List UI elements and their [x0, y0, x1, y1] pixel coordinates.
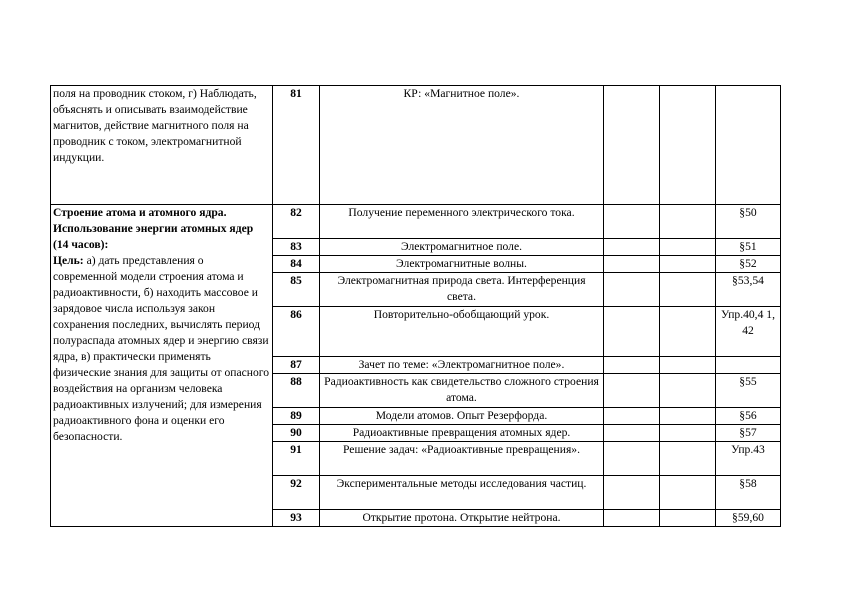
lesson-number: 87 — [273, 357, 320, 374]
homework-cell: §56 — [716, 408, 781, 425]
lesson-topic: Решение задач: «Радиоактивные превращения». — [320, 442, 604, 476]
empty-cell — [660, 476, 716, 510]
empty-cell — [604, 86, 660, 205]
empty-cell — [604, 374, 660, 408]
lesson-topic: Радиоактивные превращения атомных ядер. — [320, 425, 604, 442]
lesson-topic: Повторительно-обобщающий урок. — [320, 307, 604, 357]
empty-cell — [604, 425, 660, 442]
lesson-topic: Электромагнитные волны. — [320, 256, 604, 273]
lesson-topic: Экспериментальные методы исследования частиц. — [320, 476, 604, 510]
empty-cell — [660, 86, 716, 205]
homework-cell: §50 — [716, 205, 781, 239]
table-row — [51, 205, 781, 239]
homework-cell: §59,60 — [716, 510, 781, 527]
section-description — [51, 205, 273, 527]
lesson-topic: Радиоактивность как свидетельство сложного строения атома. — [320, 374, 604, 408]
lesson-number: 81 — [273, 86, 320, 205]
lesson-number: 90 — [273, 425, 320, 442]
lesson-topic: Получение переменного электрического тока. — [320, 205, 604, 239]
previous-block-text: поля на проводник стоком, г) Наблюдать, объяснять и описывать взаимодействие магнитов, действие магнитного поля на проводник с током, электромагнитной индукции. — [51, 86, 273, 205]
homework-cell: §57 — [716, 425, 781, 442]
empty-cell — [604, 239, 660, 256]
empty-cell — [604, 476, 660, 510]
homework-cell: §51 — [716, 239, 781, 256]
goal-label: Цель: — [53, 254, 84, 267]
empty-cell — [604, 510, 660, 527]
table-row — [51, 86, 781, 205]
homework-cell: §55 — [716, 374, 781, 408]
empty-cell — [660, 256, 716, 273]
empty-cell — [660, 408, 716, 425]
lesson-number: 89 — [273, 408, 320, 425]
empty-cell — [660, 205, 716, 239]
lesson-topic: Открытие протона. Открытие нейтрона. — [320, 510, 604, 527]
lesson-number: 82 — [273, 205, 320, 239]
lesson-topic: КР: «Магнитное поле». — [320, 86, 604, 205]
lesson-number: 92 — [273, 476, 320, 510]
homework-cell: Упр.40,4 1, 42 — [716, 307, 781, 357]
empty-cell — [604, 442, 660, 476]
homework-cell — [716, 357, 781, 374]
goal-text: а) дать представления о современной модели строения атома и радиоактивности, б) находить массовое и зарядовое числа используя закон сохранения последних, вычислять период полураспада атомных ядер и энергию связи ядра, в) практически применять физические знания для защиты от опасного воздействия на организм человека радиоактивных излучений; для измерения радиоактивного фона и оценки его безопасности. — [53, 254, 270, 443]
empty-cell — [604, 205, 660, 239]
empty-cell — [660, 510, 716, 527]
lesson-number: 83 — [273, 239, 320, 256]
homework-cell: Упр.43 — [716, 442, 781, 476]
empty-cell — [660, 357, 716, 374]
empty-cell — [660, 442, 716, 476]
homework-cell — [716, 86, 781, 205]
lesson-number: 91 — [273, 442, 320, 476]
empty-cell — [604, 357, 660, 374]
empty-cell — [660, 273, 716, 307]
lesson-number: 86 — [273, 307, 320, 357]
homework-cell: §58 — [716, 476, 781, 510]
lesson-number: 85 — [273, 273, 320, 307]
lesson-topic: Электромагнитное поле. — [320, 239, 604, 256]
empty-cell — [660, 239, 716, 256]
section-title: Строение атома и атомного ядра. Использование энергии атомных ядер (14 часов): — [53, 206, 254, 251]
homework-cell: §53,54 — [716, 273, 781, 307]
empty-cell — [604, 408, 660, 425]
empty-cell — [660, 425, 716, 442]
lesson-number: 84 — [273, 256, 320, 273]
lesson-topic: Модели атомов. Опыт Резерфорда. — [320, 408, 604, 425]
lesson-number: 93 — [273, 510, 320, 527]
empty-cell — [604, 273, 660, 307]
empty-cell — [604, 307, 660, 357]
lesson-plan-table — [50, 85, 781, 527]
lesson-number: 88 — [273, 374, 320, 408]
lesson-topic: Зачет по теме: «Электромагнитное поле». — [320, 357, 604, 374]
homework-cell: §52 — [716, 256, 781, 273]
empty-cell — [660, 307, 716, 357]
empty-cell — [660, 374, 716, 408]
lesson-topic: Электромагнитная природа света. Интерференция света. — [320, 273, 604, 307]
empty-cell — [604, 256, 660, 273]
